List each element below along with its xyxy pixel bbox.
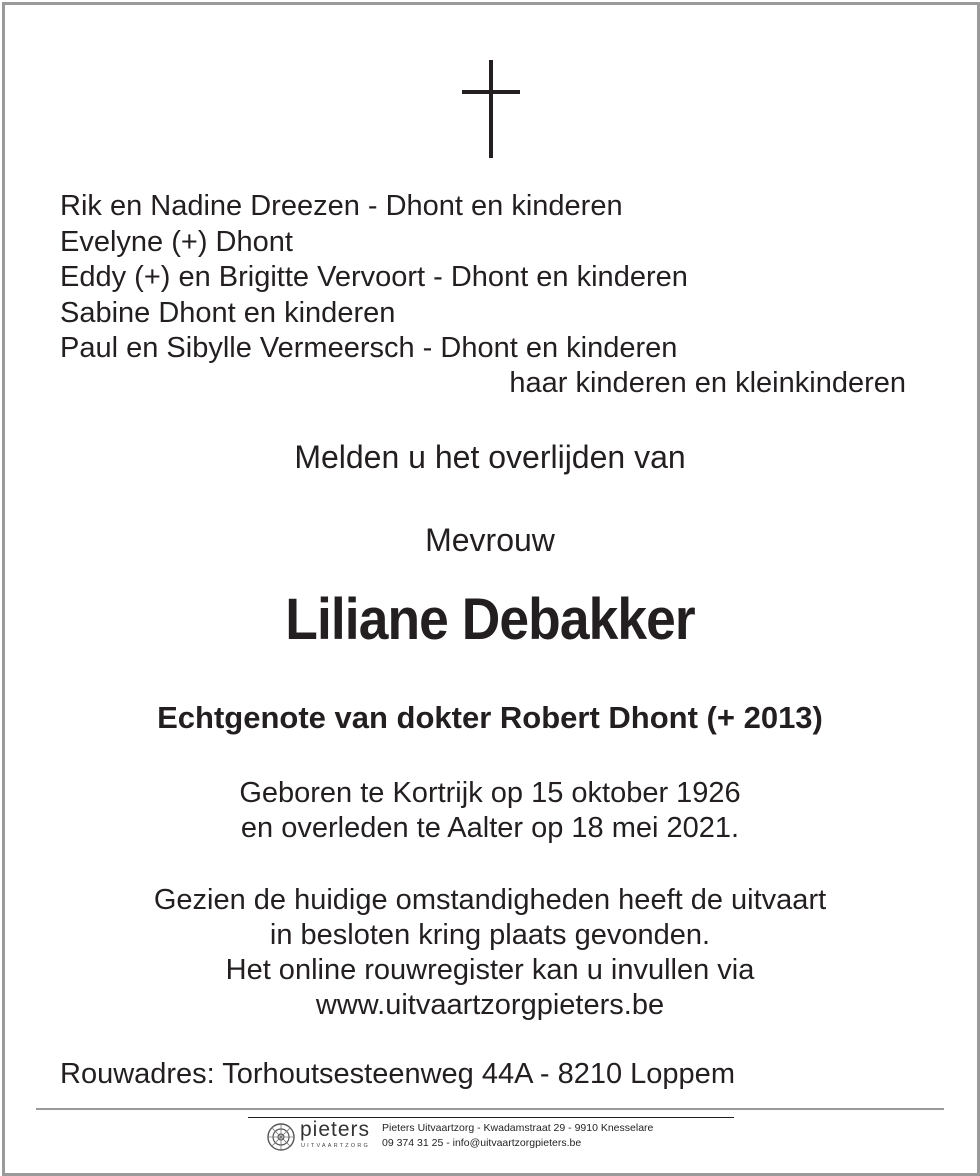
birth-line: Geboren te Kortrijk op 15 oktober 1926 <box>239 777 741 809</box>
contact-line: 09 374 31 25 - info@uitvaartzorgpieters.be <box>382 1137 582 1149</box>
divider <box>36 1108 944 1110</box>
funeral-home-logo <box>266 1120 378 1154</box>
family-line: Eddy (+) en Brigitte Vervoort - Dhont en kinderen <box>60 261 688 293</box>
notice-line: Gezien de huidige omstandigheden heeft de uitvaart <box>153 884 827 916</box>
logo-subtitle: UITVAARTZORG <box>301 1143 370 1149</box>
death-line: en overleden te Aalter op 18 mei 2021. <box>240 812 740 844</box>
mourning-address: Rouwadres: Torhoutsesteenweg 44A - 8210 Loppem <box>60 1058 735 1090</box>
family-closing: haar kinderen en kleinkinderen <box>509 367 906 399</box>
deceased-name: Liliane Debakker <box>285 587 695 652</box>
company-line: Pieters Uitvaartzorg - Kwadamstraat 29 - 9910 Knesselare <box>382 1122 654 1134</box>
website-link[interactable]: www.uitvaartzorgpieters.be <box>315 989 665 1021</box>
cross-icon <box>460 60 522 158</box>
footer-info <box>382 1121 653 1151</box>
spouse-line: Echtgenote van dokter Robert Dhont (+ 2013) <box>157 700 823 735</box>
family-line: Sabine Dhont en kinderen <box>60 296 396 329</box>
notice-line: in besloten kring plaats gevonden. <box>269 919 711 951</box>
family-line: Paul en Sibylle Vermeersch - Dhont en kinderen <box>60 332 678 364</box>
family-line: Evelyne (+) Dhont <box>60 225 293 258</box>
dates-block <box>0 776 980 846</box>
logo-wordmark: pieters <box>300 1118 371 1141</box>
family-line: Rik en Nadine Dreezen - Dhont en kinderen <box>60 190 623 222</box>
announcement: Melden u het overlijden van <box>294 439 686 475</box>
notice-line: Het online rouwregister kan u invullen via <box>225 954 755 986</box>
family-list <box>60 189 920 399</box>
flower-logo-icon <box>266 1122 296 1152</box>
notice-block <box>0 883 980 1023</box>
honorific: Mevrouw <box>425 522 555 558</box>
